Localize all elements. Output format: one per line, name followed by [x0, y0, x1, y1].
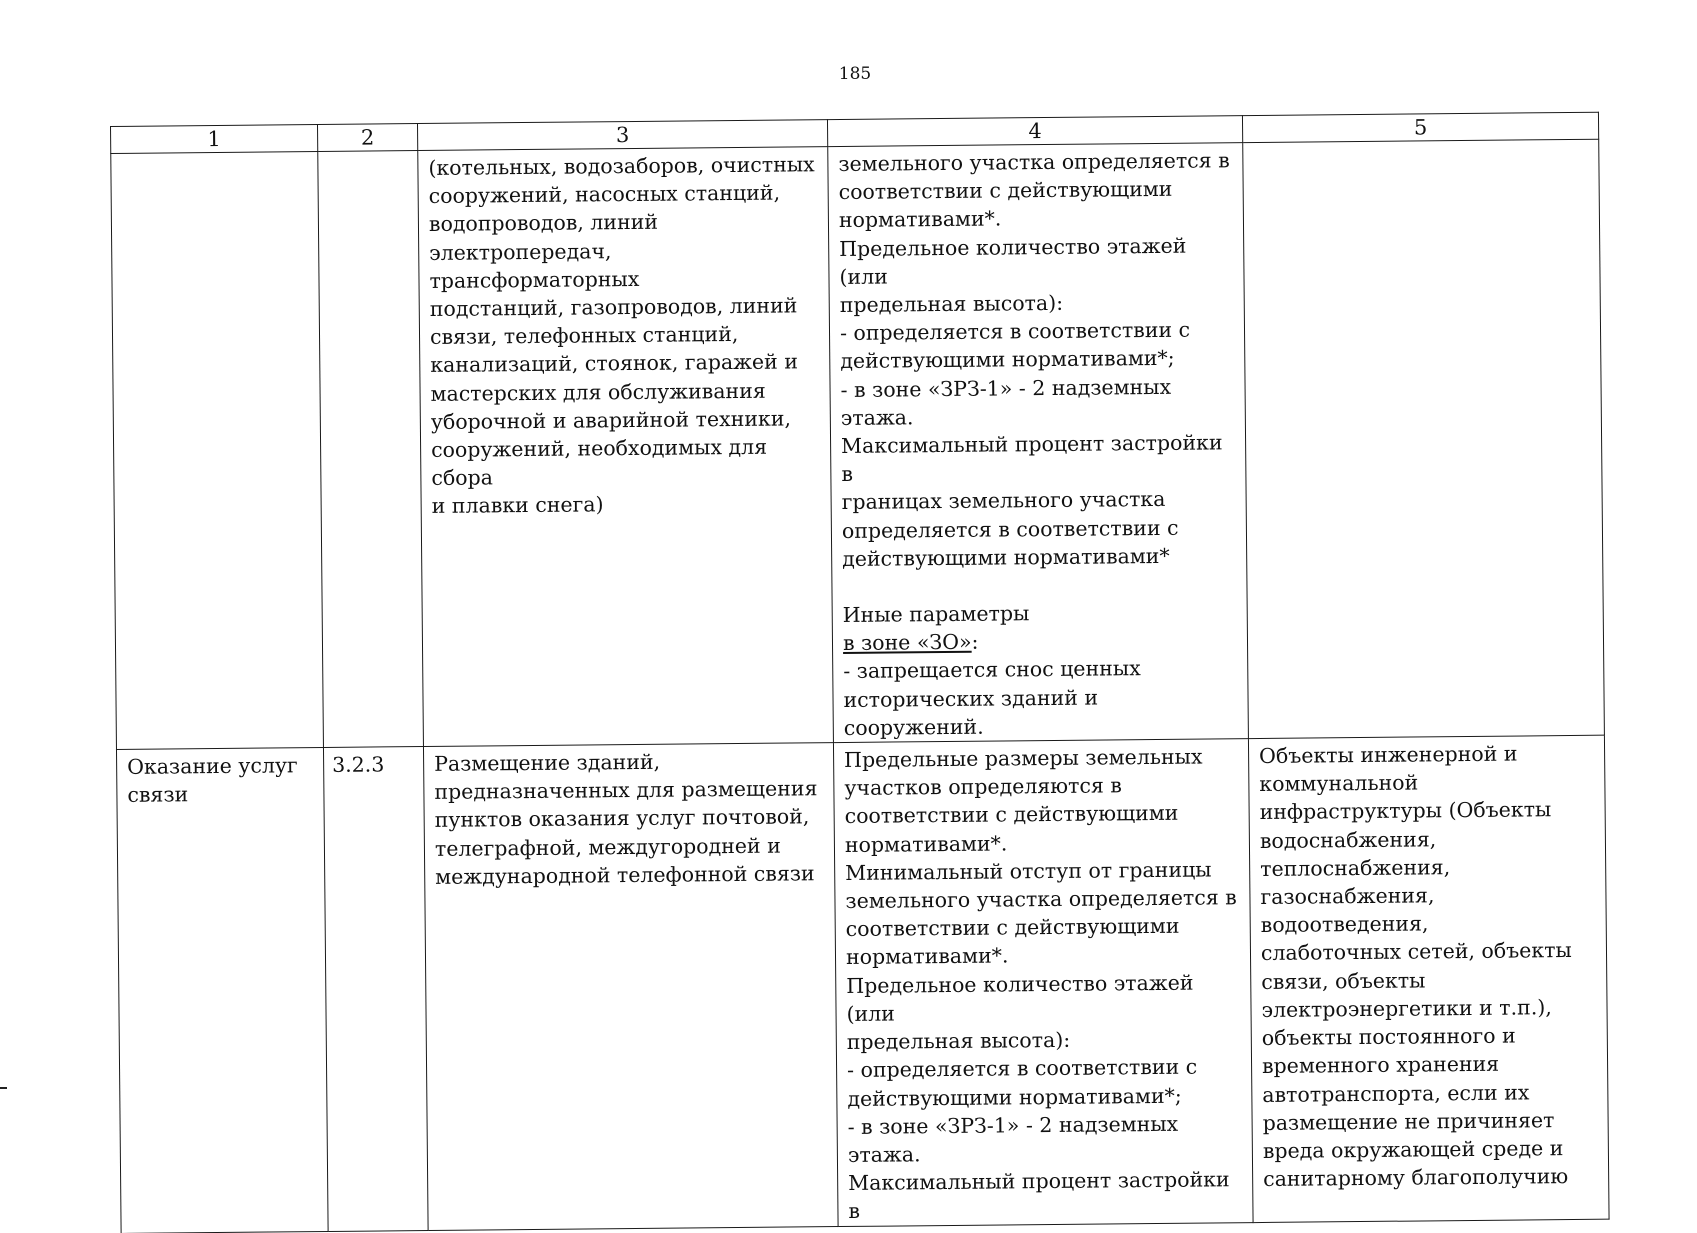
auxiliary-uses-text: Объекты инженерной и коммунальной инфраструктуры (Объекты водоснабжения, теплоснабжения, газоснабжения, водоотведения, слаботочных сетей, объекты связи, объекты электроэнергетики и т.п.), объекты постоянного и временного хранения автотранспорта, если их размещение не причиняет вреда окружающей среде и санитарному благополучию — [1258, 741, 1572, 1192]
scan-edge-mark — [0, 1087, 7, 1089]
header-col-2: 2 — [317, 124, 417, 152]
row2-col4 — [833, 739, 1253, 1226]
row1-col2 — [318, 151, 424, 748]
parameters-text: земельного участка определяется в соответствии с действующими нормативами*. Предельное количество этажей (или предельная высота): - определяется в соответствии с действующими нормативами*; - в зоне «ЗРЗ-1» - 2 надземных этажа. Максимальный процент застройки в границах земельного участка определяется в соответствии с действующими нормативами* — [838, 148, 1230, 571]
header-col-4: 4 — [827, 116, 1242, 147]
row1-col3 — [418, 147, 834, 747]
row2-col5 — [1248, 735, 1609, 1222]
use-type-code: 3.2.3 — [332, 752, 385, 777]
other-parameters-label: Иные параметры — [842, 601, 1030, 628]
zone-zo-label: в зоне «ЗО» — [842, 630, 972, 656]
page-number: 185 — [838, 64, 872, 84]
demolition-rule: - запрещается снос ценных исторических зданий и сооружений. — [843, 656, 1141, 740]
zone-zo-colon: : — [971, 629, 979, 655]
use-type-name: Оказание услуг связи — [127, 753, 298, 808]
header-col-3: 3 — [417, 120, 827, 151]
row1-col1 — [111, 152, 324, 750]
parameters-text: Предельные размеры земельных участков определяются в соответствии с действующими нормативами*. Минимальный отступ от границы земельного участка определяется в соответствии с действующими нормативами*. Предельное количество этажей (или предельная высота): - определяется в соответствии с действующими нормативами*; - в зоне «ЗРЗ-1» - 2 надземных этажа. Максимальный процент застройки в — [844, 744, 1237, 1224]
row2-col2 — [323, 747, 428, 1231]
header-col-5: 5 — [1242, 112, 1598, 142]
row2-col1 — [116, 748, 328, 1233]
header-col-1: 1 — [111, 125, 318, 154]
row1-col4 — [828, 143, 1249, 743]
zoning-table — [110, 112, 1610, 1233]
permitted-use-description: Размещение зданий, предназначенных для размещения пунктов оказания услуг почтовой, телеграфной, междугородней и международной телефонной связи — [434, 749, 818, 889]
table-row — [116, 735, 1609, 1233]
table-row — [111, 139, 1605, 749]
row1-col5 — [1243, 139, 1605, 738]
permitted-use-description: (котельных, водозаборов, очистных сооружений, насосных станций, водопроводов, линий электропередач, трансформаторных подстанций, газопроводов, линий связи, телефонных станций, канализаций, стоянок, гаражей и мастерских для обслуживания уборочной и аварийной техники, сооружений, необходимых для сбора и плавки снега) — [428, 152, 815, 519]
other-parameters-block — [832, 569, 1248, 742]
row2-col3 — [423, 743, 838, 1230]
